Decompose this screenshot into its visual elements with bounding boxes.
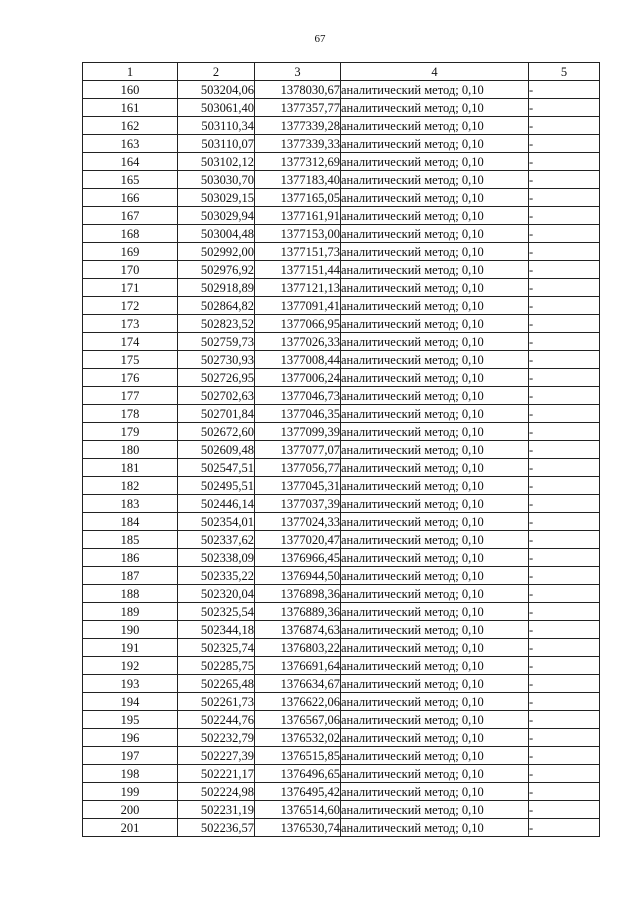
method-accuracy-cell: аналитический метод; 0,10 [341,441,529,459]
coordinates-table [82,62,600,837]
point-number-cell: 162 [83,117,178,135]
point-number-cell: 169 [83,243,178,261]
y-coordinate-cell: 1377046,73 [255,387,341,405]
note-cell: - [529,81,600,99]
x-coordinate-cell: 502285,75 [178,657,255,675]
y-coordinate-cell: 1376567,06 [255,711,341,729]
point-number-cell: 163 [83,135,178,153]
note-cell: - [529,765,600,783]
table-header-row [83,63,600,81]
x-coordinate-cell: 502325,74 [178,639,255,657]
table-row [83,351,600,369]
table-row [83,189,600,207]
point-number-cell: 192 [83,657,178,675]
y-coordinate-cell: 1376496,65 [255,765,341,783]
x-coordinate-cell: 502244,76 [178,711,255,729]
method-accuracy-cell: аналитический метод; 0,10 [341,675,529,693]
method-accuracy-cell: аналитический метод; 0,10 [341,603,529,621]
y-coordinate-cell: 1377024,33 [255,513,341,531]
note-cell: - [529,531,600,549]
x-coordinate-cell: 502609,48 [178,441,255,459]
point-number-cell: 195 [83,711,178,729]
y-coordinate-cell: 1377008,44 [255,351,341,369]
table-row [83,531,600,549]
x-coordinate-cell: 502495,51 [178,477,255,495]
x-coordinate-cell: 502918,89 [178,279,255,297]
table-row [83,459,600,477]
x-coordinate-cell: 503061,40 [178,99,255,117]
table-row [83,621,600,639]
table-body [83,81,600,837]
table-row [83,207,600,225]
note-cell: - [529,117,600,135]
y-coordinate-cell: 1376944,50 [255,567,341,585]
y-coordinate-cell: 1377339,33 [255,135,341,153]
method-accuracy-cell: аналитический метод; 0,10 [341,531,529,549]
table-row [83,153,600,171]
table-row [83,261,600,279]
x-coordinate-cell: 502992,00 [178,243,255,261]
method-accuracy-cell: аналитический метод; 0,10 [341,135,529,153]
point-number-cell: 168 [83,225,178,243]
method-accuracy-cell: аналитический метод; 0,10 [341,567,529,585]
note-cell: - [529,333,600,351]
table-row [83,747,600,765]
x-coordinate-cell: 502335,22 [178,567,255,585]
table-row [83,675,600,693]
note-cell: - [529,387,600,405]
method-accuracy-cell: аналитический метод; 0,10 [341,405,529,423]
table-row [83,495,600,513]
y-coordinate-cell: 1377020,47 [255,531,341,549]
y-coordinate-cell: 1376532,02 [255,729,341,747]
table-row [83,117,600,135]
table-row [83,81,600,99]
y-coordinate-cell: 1377151,44 [255,261,341,279]
method-accuracy-cell: аналитический метод; 0,10 [341,279,529,297]
x-coordinate-cell: 502325,54 [178,603,255,621]
table-row [83,801,600,819]
x-coordinate-cell: 502265,48 [178,675,255,693]
method-accuracy-cell: аналитический метод; 0,10 [341,387,529,405]
table-row [83,405,600,423]
note-cell: - [529,567,600,585]
point-number-cell: 165 [83,171,178,189]
x-coordinate-cell: 503004,48 [178,225,255,243]
header-col-4: 4 [341,63,529,81]
method-accuracy-cell: аналитический метод; 0,10 [341,153,529,171]
table-row [83,711,600,729]
x-coordinate-cell: 502261,73 [178,693,255,711]
note-cell: - [529,369,600,387]
method-accuracy-cell: аналитический метод; 0,10 [341,117,529,135]
y-coordinate-cell: 1376874,63 [255,621,341,639]
note-cell: - [529,171,600,189]
y-coordinate-cell: 1377045,31 [255,477,341,495]
point-number-cell: 167 [83,207,178,225]
note-cell: - [529,405,600,423]
method-accuracy-cell: аналитический метод; 0,10 [341,819,529,837]
y-coordinate-cell: 1376691,64 [255,657,341,675]
y-coordinate-cell: 1377357,77 [255,99,341,117]
method-accuracy-cell: аналитический метод; 0,10 [341,549,529,567]
method-accuracy-cell: аналитический метод; 0,10 [341,783,529,801]
x-coordinate-cell: 502227,39 [178,747,255,765]
method-accuracy-cell: аналитический метод; 0,10 [341,297,529,315]
point-number-cell: 199 [83,783,178,801]
note-cell: - [529,135,600,153]
method-accuracy-cell: аналитический метод; 0,10 [341,207,529,225]
note-cell: - [529,711,600,729]
point-number-cell: 173 [83,315,178,333]
method-accuracy-cell: аналитический метод; 0,10 [341,423,529,441]
note-cell: - [529,495,600,513]
note-cell: - [529,99,600,117]
table-row [83,585,600,603]
note-cell: - [529,459,600,477]
note-cell: - [529,675,600,693]
note-cell: - [529,549,600,567]
x-coordinate-cell: 502354,01 [178,513,255,531]
x-coordinate-cell: 503110,34 [178,117,255,135]
point-number-cell: 188 [83,585,178,603]
table-row [83,135,600,153]
y-coordinate-cell: 1376530,74 [255,819,341,837]
y-coordinate-cell: 1376898,36 [255,585,341,603]
method-accuracy-cell: аналитический метод; 0,10 [341,459,529,477]
method-accuracy-cell: аналитический метод; 0,10 [341,171,529,189]
method-accuracy-cell: аналитический метод; 0,10 [341,225,529,243]
y-coordinate-cell: 1376622,06 [255,693,341,711]
y-coordinate-cell: 1376515,85 [255,747,341,765]
note-cell: - [529,639,600,657]
table-row [83,693,600,711]
method-accuracy-cell: аналитический метод; 0,10 [341,639,529,657]
point-number-cell: 179 [83,423,178,441]
y-coordinate-cell: 1377091,41 [255,297,341,315]
note-cell: - [529,297,600,315]
note-cell: - [529,441,600,459]
header-col-3: 3 [255,63,341,81]
y-coordinate-cell: 1377339,28 [255,117,341,135]
x-coordinate-cell: 502547,51 [178,459,255,477]
method-accuracy-cell: аналитический метод; 0,10 [341,315,529,333]
x-coordinate-cell: 502823,52 [178,315,255,333]
y-coordinate-cell: 1377183,40 [255,171,341,189]
y-coordinate-cell: 1376966,45 [255,549,341,567]
y-coordinate-cell: 1377066,95 [255,315,341,333]
table-row [83,477,600,495]
method-accuracy-cell: аналитический метод; 0,10 [341,495,529,513]
table-row [83,423,600,441]
method-accuracy-cell: аналитический метод; 0,10 [341,729,529,747]
point-number-cell: 171 [83,279,178,297]
y-coordinate-cell: 1378030,67 [255,81,341,99]
x-coordinate-cell: 502344,18 [178,621,255,639]
x-coordinate-cell: 503029,15 [178,189,255,207]
x-coordinate-cell: 502232,79 [178,729,255,747]
note-cell: - [529,315,600,333]
note-cell: - [529,243,600,261]
point-number-cell: 182 [83,477,178,495]
x-coordinate-cell: 502320,04 [178,585,255,603]
point-number-cell: 166 [83,189,178,207]
table-row [83,99,600,117]
y-coordinate-cell: 1377046,35 [255,405,341,423]
x-coordinate-cell: 502702,63 [178,387,255,405]
y-coordinate-cell: 1377026,33 [255,333,341,351]
table-row [83,657,600,675]
x-coordinate-cell: 502337,62 [178,531,255,549]
point-number-cell: 185 [83,531,178,549]
point-number-cell: 197 [83,747,178,765]
table-row [83,819,600,837]
table-row [83,783,600,801]
point-number-cell: 194 [83,693,178,711]
note-cell: - [529,279,600,297]
x-coordinate-cell: 502759,73 [178,333,255,351]
table-row [83,243,600,261]
x-coordinate-cell: 502446,14 [178,495,255,513]
method-accuracy-cell: аналитический метод; 0,10 [341,261,529,279]
table-row [83,603,600,621]
point-number-cell: 181 [83,459,178,477]
table-row [83,549,600,567]
note-cell: - [529,225,600,243]
note-cell: - [529,261,600,279]
y-coordinate-cell: 1377099,39 [255,423,341,441]
point-number-cell: 161 [83,99,178,117]
y-coordinate-cell: 1377056,77 [255,459,341,477]
y-coordinate-cell: 1377006,24 [255,369,341,387]
note-cell: - [529,783,600,801]
x-coordinate-cell: 503204,06 [178,81,255,99]
note-cell: - [529,513,600,531]
point-number-cell: 190 [83,621,178,639]
point-number-cell: 184 [83,513,178,531]
point-number-cell: 183 [83,495,178,513]
y-coordinate-cell: 1377037,39 [255,495,341,513]
x-coordinate-cell: 502338,09 [178,549,255,567]
point-number-cell: 189 [83,603,178,621]
table-row [83,441,600,459]
x-coordinate-cell: 502236,57 [178,819,255,837]
method-accuracy-cell: аналитический метод; 0,10 [341,693,529,711]
x-coordinate-cell: 502224,98 [178,783,255,801]
y-coordinate-cell: 1377312,69 [255,153,341,171]
y-coordinate-cell: 1376514,60 [255,801,341,819]
x-coordinate-cell: 502864,82 [178,297,255,315]
point-number-cell: 193 [83,675,178,693]
table-row [83,315,600,333]
point-number-cell: 176 [83,369,178,387]
method-accuracy-cell: аналитический метод; 0,10 [341,333,529,351]
method-accuracy-cell: аналитический метод; 0,10 [341,621,529,639]
header-col-2: 2 [178,63,255,81]
method-accuracy-cell: аналитический метод; 0,10 [341,369,529,387]
table-row [83,765,600,783]
page-number: 67 [314,33,326,45]
table-row [83,297,600,315]
x-coordinate-cell: 503102,12 [178,153,255,171]
table-row [83,225,600,243]
note-cell: - [529,585,600,603]
table-row [83,387,600,405]
table-row [83,369,600,387]
method-accuracy-cell: аналитический метод; 0,10 [341,99,529,117]
note-cell: - [529,153,600,171]
table-row [83,171,600,189]
method-accuracy-cell: аналитический метод; 0,10 [341,747,529,765]
note-cell: - [529,801,600,819]
method-accuracy-cell: аналитический метод; 0,10 [341,657,529,675]
table-row [83,279,600,297]
table-row [83,333,600,351]
method-accuracy-cell: аналитический метод; 0,10 [341,351,529,369]
y-coordinate-cell: 1377121,13 [255,279,341,297]
x-coordinate-cell: 503029,94 [178,207,255,225]
method-accuracy-cell: аналитический метод; 0,10 [341,585,529,603]
point-number-cell: 191 [83,639,178,657]
point-number-cell: 170 [83,261,178,279]
x-coordinate-cell: 502730,93 [178,351,255,369]
point-number-cell: 180 [83,441,178,459]
point-number-cell: 160 [83,81,178,99]
method-accuracy-cell: аналитический метод; 0,10 [341,81,529,99]
method-accuracy-cell: аналитический метод; 0,10 [341,513,529,531]
note-cell: - [529,189,600,207]
point-number-cell: 200 [83,801,178,819]
y-coordinate-cell: 1377165,05 [255,189,341,207]
note-cell: - [529,657,600,675]
note-cell: - [529,351,600,369]
y-coordinate-cell: 1376634,67 [255,675,341,693]
note-cell: - [529,621,600,639]
x-coordinate-cell: 502726,95 [178,369,255,387]
note-cell: - [529,477,600,495]
method-accuracy-cell: аналитический метод; 0,10 [341,189,529,207]
x-coordinate-cell: 503030,70 [178,171,255,189]
method-accuracy-cell: аналитический метод; 0,10 [341,243,529,261]
note-cell: - [529,693,600,711]
header-col-5: 5 [529,63,600,81]
point-number-cell: 172 [83,297,178,315]
y-coordinate-cell: 1377161,91 [255,207,341,225]
y-coordinate-cell: 1377153,00 [255,225,341,243]
point-number-cell: 196 [83,729,178,747]
point-number-cell: 177 [83,387,178,405]
y-coordinate-cell: 1376889,36 [255,603,341,621]
x-coordinate-cell: 502976,92 [178,261,255,279]
x-coordinate-cell: 502221,17 [178,765,255,783]
point-number-cell: 178 [83,405,178,423]
point-number-cell: 186 [83,549,178,567]
y-coordinate-cell: 1376495,42 [255,783,341,801]
y-coordinate-cell: 1377077,07 [255,441,341,459]
y-coordinate-cell: 1376803,22 [255,639,341,657]
header-col-1: 1 [83,63,178,81]
point-number-cell: 198 [83,765,178,783]
point-number-cell: 175 [83,351,178,369]
table-row [83,513,600,531]
point-number-cell: 164 [83,153,178,171]
method-accuracy-cell: аналитический метод; 0,10 [341,711,529,729]
point-number-cell: 201 [83,819,178,837]
table-row [83,567,600,585]
note-cell: - [529,819,600,837]
table-row [83,729,600,747]
method-accuracy-cell: аналитический метод; 0,10 [341,765,529,783]
note-cell: - [529,207,600,225]
table-row [83,639,600,657]
method-accuracy-cell: аналитический метод; 0,10 [341,477,529,495]
note-cell: - [529,423,600,441]
note-cell: - [529,747,600,765]
point-number-cell: 187 [83,567,178,585]
note-cell: - [529,603,600,621]
note-cell: - [529,729,600,747]
method-accuracy-cell: аналитический метод; 0,10 [341,801,529,819]
point-number-cell: 174 [83,333,178,351]
x-coordinate-cell: 502701,84 [178,405,255,423]
y-coordinate-cell: 1377151,73 [255,243,341,261]
x-coordinate-cell: 503110,07 [178,135,255,153]
x-coordinate-cell: 502231,19 [178,801,255,819]
x-coordinate-cell: 502672,60 [178,423,255,441]
